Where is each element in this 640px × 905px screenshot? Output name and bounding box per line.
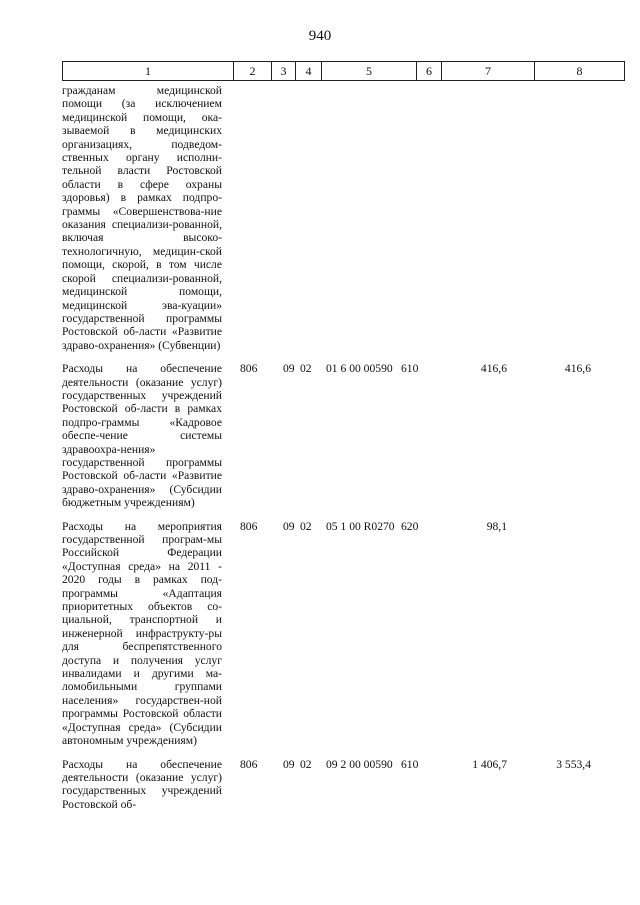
target-article-code: 09 2 00 00590 bbox=[326, 757, 393, 771]
header-col-5: 5 bbox=[322, 62, 417, 81]
ministry-code: 806 bbox=[240, 362, 258, 376]
header-col-3: 3 bbox=[272, 62, 296, 81]
amount-col-8: 3 553,4 bbox=[556, 757, 591, 771]
subsection-code: 02 bbox=[300, 519, 312, 533]
header-col-2: 2 bbox=[234, 62, 272, 81]
expense-type-code: 610 bbox=[401, 757, 419, 771]
row-description: Расходы на мероприятия государственной програм-мы Российской Федерации «Доступная среда» на 2011 - 2020 годы в рамках под-программы «Адаптация приоритетных объектов со-циальной, транспортной и инженерной инфраструкту-ры для беспрепятственного доступа и получения услуг инвалидами и другими ма-ломобильными группами населения» государствен-ной программы Ростовской области «Доступная среда» (Субсидии автономным учреждениям) bbox=[62, 519, 222, 748]
table-row bbox=[62, 520, 605, 748]
page-number: 940 bbox=[308, 28, 332, 44]
ministry-code: 806 bbox=[240, 757, 258, 771]
header-row bbox=[63, 62, 625, 81]
section-code: 09 bbox=[283, 362, 295, 376]
amount-col-7: 1 406,7 bbox=[472, 757, 507, 771]
section-code: 09 bbox=[283, 757, 295, 771]
expense-type-code: 610 bbox=[401, 362, 419, 376]
column-header-table bbox=[62, 61, 625, 81]
header-col-8: 8 bbox=[535, 62, 625, 81]
subsection-code: 02 bbox=[300, 757, 312, 771]
header-col-1: 1 bbox=[63, 62, 234, 81]
amount-col-7: 416,6 bbox=[480, 362, 507, 376]
amount-col-8: 416,6 bbox=[564, 362, 591, 376]
target-article-code: 05 1 00 R0270 bbox=[326, 519, 395, 533]
target-article-code: 01 6 00 00590 bbox=[326, 362, 393, 376]
table-row bbox=[62, 362, 605, 509]
ministry-code: 806 bbox=[240, 519, 258, 533]
header-col-6: 6 bbox=[417, 62, 442, 81]
row-description: Расходы на обеспечение деятельности (оказание услуг) государственных учреждений Ростовской об- bbox=[62, 757, 222, 811]
section-code: 09 bbox=[283, 519, 295, 533]
header-col-7: 7 bbox=[442, 62, 535, 81]
subsection-code: 02 bbox=[300, 362, 312, 376]
expense-type-code: 620 bbox=[401, 519, 419, 533]
row-description: гражданам медицинской помощи (за исключением медицинской помощи, ока-зываемой в медицинских организациях, подведом-ственных органу исполни-тельной власти Ростовской области в сфере охраны здоровья) в рамках подпро-граммы «Совершенствова-ние оказания специализи-рованной, включая высоко-технологичную, медицин-ской помощи, скорой, в том числе скорой специализи-рованной, медицинской помощи, медицинской эва-куации» государственной программы Ростовской об-ласти «Развитие здраво-охранения» (Субвенции) bbox=[62, 84, 222, 352]
row-description: Расходы на обеспечение деятельности (оказание услуг) государственных учреждений Ростовской об-ласти в рамках подпро-граммы «Кадровое обеспе-чение системы здравоохра-нения» государственной программы Ростовской об-ласти «Развитие здраво-охранения» (Субсидии бюджетным учреждениям) bbox=[62, 362, 222, 510]
table-body bbox=[62, 84, 605, 821]
header-col-4: 4 bbox=[296, 62, 322, 81]
amount-col-7: 98,1 bbox=[486, 519, 507, 533]
table-row bbox=[62, 758, 605, 812]
table-row bbox=[62, 84, 605, 352]
